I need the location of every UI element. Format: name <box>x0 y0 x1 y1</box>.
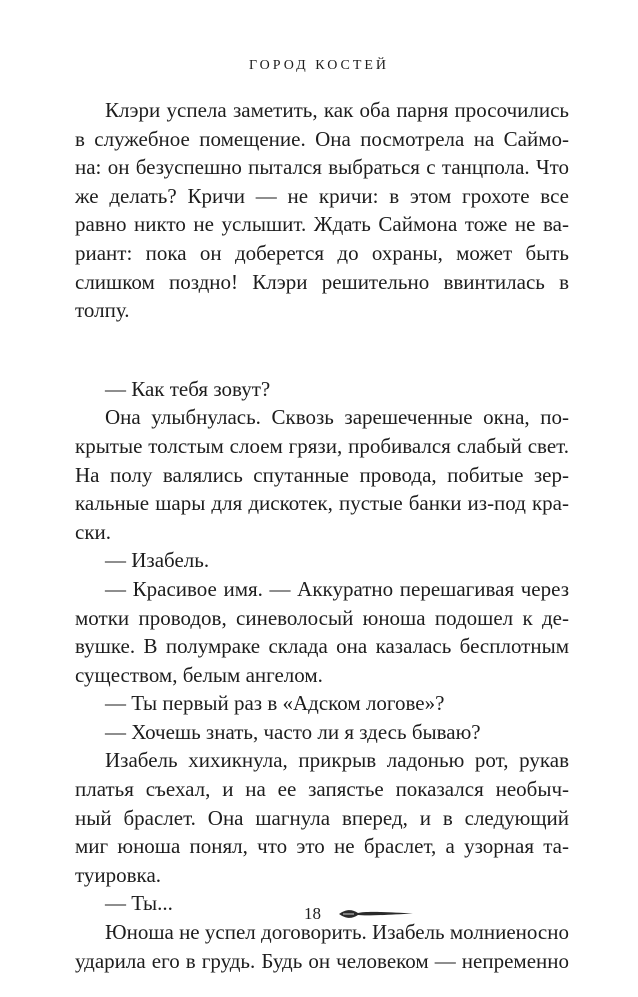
text-line: Юноша не успел договорить. Изабель молниеносно <box>105 920 569 945</box>
text-line: мотки проводов, синеволосый юноша подошел к де- <box>75 605 569 630</box>
text-line: Изабель хихикнула, прикрыв ладонью рот, рукав <box>105 748 569 773</box>
text-line: крытые толстым слоем грязи, пробивался слабый свет. <box>75 433 569 458</box>
text-line: существом, белым ангелом. <box>75 662 323 687</box>
text-line: на: он безуспешно пытался выбраться с танцпола. Что <box>75 155 569 180</box>
text-line: толпу. <box>75 298 130 323</box>
page-number: 18 <box>304 904 321 923</box>
text-line: Клэри успела заметить, как оба парня просочились <box>105 98 569 122</box>
text-line: ный браслет. Она шагнула вперед, и в следующий <box>75 805 569 830</box>
running-title: ГОРОД КОСТЕЙ <box>248 58 390 73</box>
text-line: кальные шары для дискотек, пустые банки из-под кра- <box>75 491 569 516</box>
text-line: — Красивое имя. — Аккуратно перешагивая через <box>105 576 569 601</box>
paragraph-gap <box>75 325 569 375</box>
text-line: — Ты... <box>105 891 173 916</box>
text-line: ударила его в грудь. Будь он человеком — непременно <box>75 948 569 973</box>
body-text <box>75 96 569 975</box>
text-line: Она улыбнулась. Сквозь зарешеченные окна, по- <box>105 405 569 430</box>
quill-flourish-icon <box>338 908 414 920</box>
text-line: — Ты первый раз в «Адском логове»? <box>105 691 445 716</box>
text-line: — Хочешь знать, часто ли я здесь бываю? <box>105 719 481 744</box>
text-line: — Изабель. <box>105 548 210 573</box>
text-line: равно никто не услышит. Ждать Саймона тоже не ва- <box>75 212 569 237</box>
text-line: же делать? Кричи — не кричи: в этом грохоте все <box>75 183 569 208</box>
page-footer <box>0 900 638 930</box>
text-line: миг юноша понял, что это не браслет, а узорная та- <box>75 834 569 859</box>
text-line: платья съехал, и на ее запястье показался необыч- <box>75 777 569 802</box>
text-line: — Как тебя зовут? <box>105 376 271 401</box>
text-line: в служебное помещение. Она посмотрела на Саймо- <box>75 126 569 151</box>
text-line: слишком поздно! Клэри решительно ввинтилась в <box>75 269 569 294</box>
text-line: На полу валялись спутанные провода, побитые зер- <box>75 462 569 487</box>
text-line: туировка. <box>75 862 162 887</box>
text-line: ски. <box>75 519 112 544</box>
text-line: риант: пока он доберется до охраны, может быть <box>75 240 569 265</box>
text-line: вушке. В полумраке склада она казалась бесплотным <box>75 634 569 659</box>
